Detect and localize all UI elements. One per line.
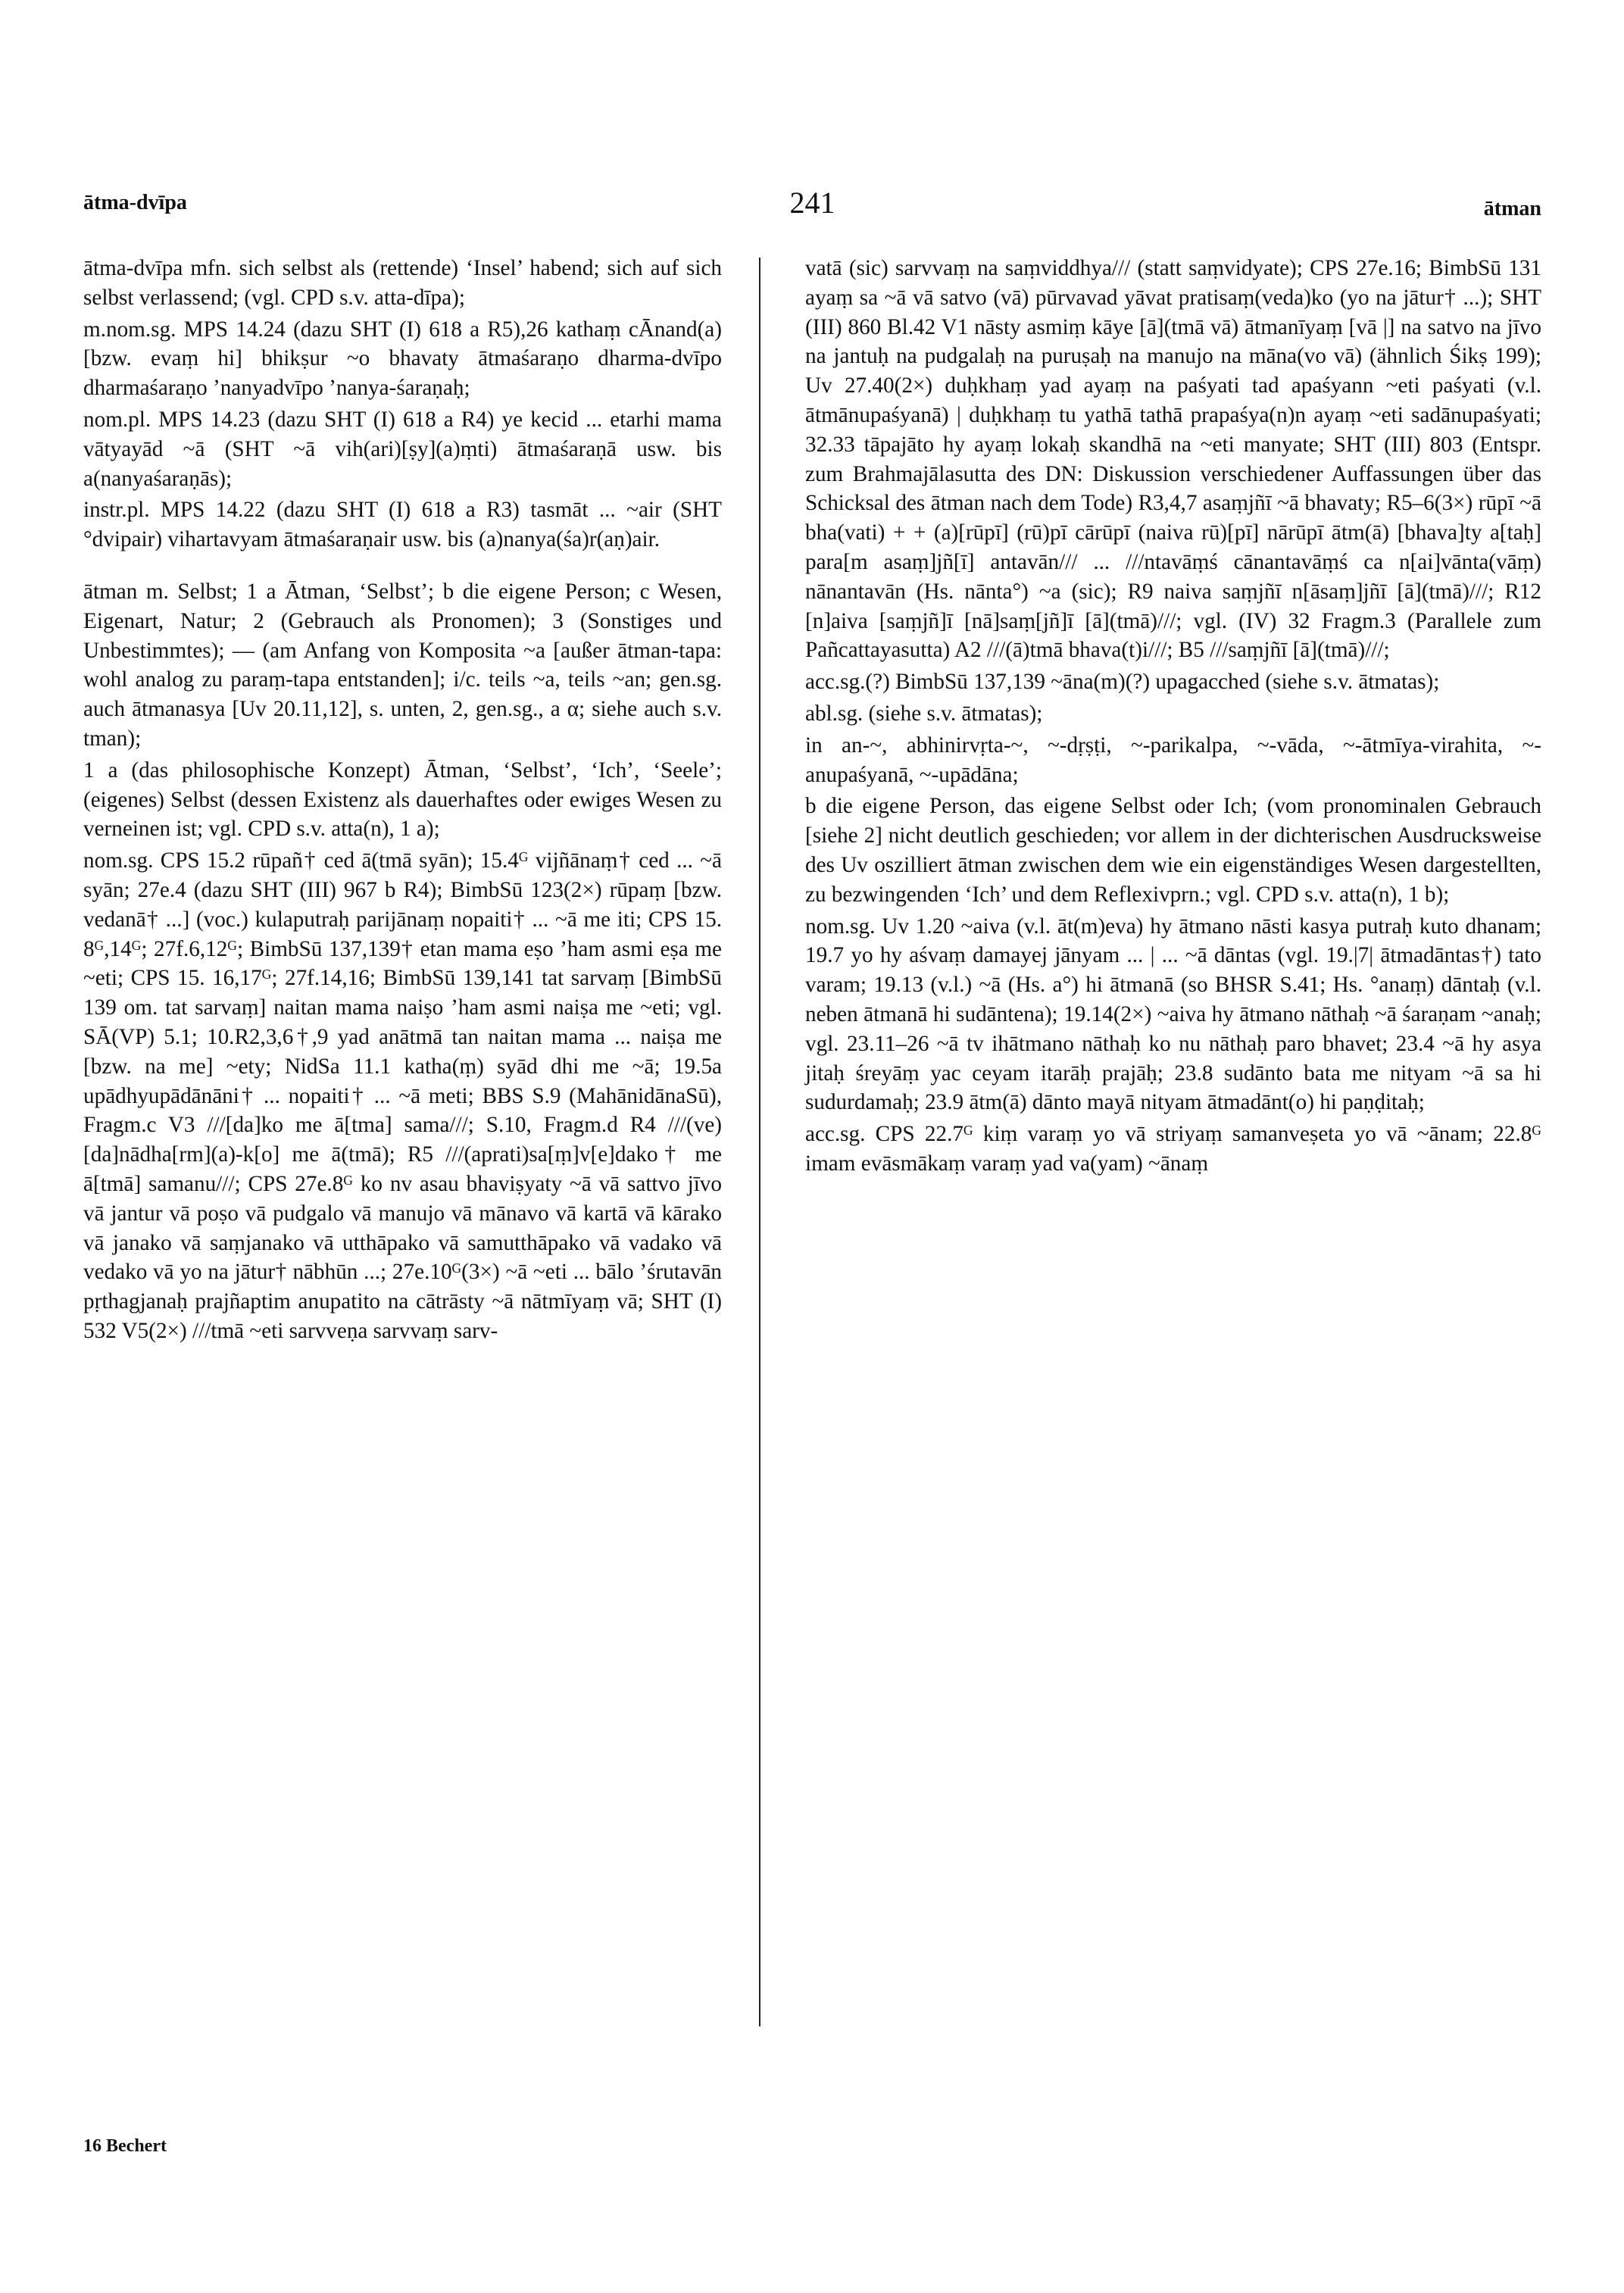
printer-signature: 16 Bechert bbox=[83, 2136, 167, 2156]
entry-atma-dvipa-nom-pl: nom.pl. MPS 14.23 (dazu SHT (I) 618 a R4) ye kecid ... etarhi mama vātyayād ~ā (SHT ~ā vih(ari)[ṣy](a)ṃti) ātmaśaraṇā usw. bis a(nanyaśaraṇās); bbox=[83, 407, 722, 491]
running-head-right: ātman bbox=[1483, 197, 1541, 220]
entry-atman-1b-acc-sg: acc.sg. CPS 22.7ᴳ kiṃ varaṃ yo vā striyaṃ samanveṣeta yo vā ~ānam; 22.8ᴳ imam evāsmākaṃ varaṃ yad va(yam) ~ānaṃ bbox=[805, 1122, 1541, 1176]
entry-atman-sense-1a: 1 a (das philosophische Konzept) Ātman, ‘Selbst’, ‘Ich’, ‘Seele’; (eigenes) Selbst (dessen Existenz als dauerhaftes oder ewiges Wesen zu verneinen ist; vgl. CPD s.v. atta(n), 1 a); bbox=[83, 758, 722, 842]
entry-atman-1b-nom-sg: nom.sg. Uv 1.20 ~aiva (v.l. āt(m)eva) hy ātmano nāsti kasya putraḥ kuto dhanam; 19.7 yo hy aśvaṃ damayej jānyam ... | ... ~ā dāntas (vgl. 19.|7| ātmadāntas†) tato varam; 19.13 (v.l.) ~ā (Hs. a°) hi ātmanā (so BHSR S.41; Hs. °anaṃ) dāntaḥ (v.l. neben ātmanā hi sudāntena); 19.14(2×) ~aiva hy ātmano nāthaḥ ~ā śaraṇam ~anaḥ; vgl. 23.11–26 ~ā tv ihātmano nāthaḥ ko nu nāthaḥ paro bhavet; 23.4 ~ā hy asya jitaḥ śreyāṃ yac ceyam itarāḥ prajāḥ; 23.8 sudānto bata me nityam ~ā sa hi sudurdamaḥ; 23.9 ātm(ā) dānto mayā nityam ātmadānt(o) hi paṇḍitaḥ; bbox=[805, 914, 1541, 1115]
running-head bbox=[83, 186, 1541, 229]
entry-atman-1a-acc-sg: acc.sg.(?) BimbSū 137,139 ~āna(m)(?) upagacched (siehe s.v. ātmatas); bbox=[805, 670, 1440, 695]
running-head-left: ātma-dvīpa bbox=[83, 191, 187, 214]
entry-atman-1a-nom-sg: nom.sg. CPS 15.2 rūpañ† ced ā(tmā syān); 15.4ᴳ vijñānaṃ† ced ... ~ā syān; 27e.4 (dazu SHT (III) 967 b R4); BimbSū 123(2×) rūpaṃ [bzw. vedanā† ...] (voc.) kulaputraḥ parijānaṃ nopaiti† ... ~ā me iti; CPS 15. 8ᴳ,14ᴳ; 27f.6,12ᴳ; BimbSū 137,139† etan mama eṣo ’ham asmi eṣa me ~eti; CPS 15. 16,17ᴳ; 27f.14,16; BimbSū 139,141 tat sarvaṃ [BimbSū 139 om. tat sarvaṃ] naitan mama naiṣo ’ham asmi naiṣa me ~eti; vgl. SĀ(VP) 5.1; 10.R2,3,6†,9 yad anātmā tan naitan mama ... naiṣa me [bzw. na me] ~ety; NidSa 11.1 katha(ṃ) syād dhi me ~ā; 19.5a upādhyupādānāni† ... nopaiti† ... ~ā meti; BBS S.9 (MahānidānaSū), Fragm.c V3 ///[da]ko me ā[tma] sama///; S.10, Fragm.d R4 ///(ve)[da]nādha[rm](a)-k[o] me ā(tmā); R5 ///(aprati)sa[ṃ]v[e]dako† me ā[tmā] samanu///; CPS 27e.8ᴳ ko nv asau bhaviṣyaty ~ā vā sattvo jīvo vā jantur vā poṣo vā pudgalo vā manujo vā mānavo vā kartā vā kārako vā janako vā saṃjanako vā utthāpako vā samutthāpako vā vadako vā vedako vā yo na jātur† nābhūn ...; 27e.10ᴳ(3×) ~ā ~eti ... bālo ’śrutavān pṛthagjanaḥ prajñaptim anupatito na cātrāsty ~ā nātmīyaṃ vā; SHT (I) 532 V5(2×) ///tmā ~eti sarvveṇa sarvvaṃ sarv- bbox=[83, 848, 722, 1343]
page-number: 241 bbox=[789, 186, 835, 220]
left-column bbox=[83, 254, 722, 1348]
entry-atma-dvipa-nom-sg: m.nom.sg. MPS 14.24 (dazu SHT (I) 618 a R5),26 kathaṃ cĀnand(a) [bzw. evaṃ hi] bhikṣur ~o bhavaty ātmaśaraṇo dharma-dvīpo dharmaśaraṇo ’nanyadvīpo ’nanya-śaraṇaḥ; bbox=[83, 317, 722, 401]
column-divider bbox=[759, 258, 760, 2026]
entry-atma-dvipa-instr-pl: instr.pl. MPS 14.22 (dazu SHT (I) 618 a R3) tasmāt ... ~air (SHT °dvipair) vihartavyam ātmaśaraṇair usw. bis (a)nanya(śa)r(aṇ)air. bbox=[83, 498, 722, 552]
entry-atman-1a-continued: vatā (sic) sarvvaṃ na saṃviddhya/// (statt saṃvidyate); CPS 27e.16; BimbSū 131 ayaṃ sa ~ā vā satvo (vā) pūrvavad yāvat pratisaṃ(veda)ko (yo na jātur† ...); SHT (III) 860 Bl.42 V1 nāsty asmiṃ kāye [ā](tmā vā) ātmanīyaṃ [vā |] na satvo na jīvo na jantuḥ na pudgalaḥ na puruṣaḥ na manujo na māna(vo vā) (ähnlich Śikṣ 199); Uv 27.40(2×) duḥkhaṃ yad ayaṃ na paśyati tad apaśyann ~eti paśyati (v.l. ātmānupaśyanā) | duḥkhaṃ tu yathā tathā prapaśya(n)n ayaṃ ~eti sadānupaśyati; 32.33 tāpajāto hy ayaṃ lokaḥ skandhā na ~eti manyate; SHT (III) 803 (Entspr. zum Brahmajālasutta des DN: Diskussion verschiedener Auffassungen über das Schicksal des ātman nach dem Tode) R3,4,7 asaṃjñī ~ā bhavaty; R5–6(3×) rūpī ~ā bha(vati) + + (a)[rūpī] (rū)pī cārūpī (naiva rū)[pī] nārūpī ātm(ā) [bhava]ty a[taḥ] para[m asaṃ]jñ[ī] antavān/// ... ///ntavāṃś cānantavāṃś ca n[ai]vānta(vāṃ) nānantavān (Hs. nānta°) ~a (sic); R9 naiva saṃjñī n[āsaṃ]jñī [ā](tmā)///; R12 [n]aiva [saṃjñ]ī [nā]saṃ[jñ]ī [ā](tmā)///; vgl. (IV) 32 Fragm.3 (Parallele zum Pañcattayasutta) A2 ///(ā)tmā bhava(t)i///; B5 ///saṃjñī [ā](tmā)///; bbox=[805, 256, 1541, 663]
entry-atman-compounds: in an-~, abhinirvṛta-~, ~-dṛṣṭi, ~-parikalpa, ~-vāda, ~-ātmīya-virahita, ~-anupaśyanā, ~-upādāna; bbox=[805, 733, 1541, 787]
entry-atman-1a-abl-sg: abl.sg. (siehe s.v. ātmatas); bbox=[805, 701, 1043, 726]
entry-atman-sense-1b: b die eigene Person, das eigene Selbst oder Ich; (vom pronominalen Gebrauch [siehe 2] nicht deutlich geschieden; vor allem in der dichterischen Ausdrucksweise des Uv oszilliert ātman zwischen dem wie ein eigenständiges Wesen dargestellten, zu bezwingenden ‘Ich’ und dem Reflexivprn.; vgl. CPD s.v. atta(n), 1 b); bbox=[805, 794, 1541, 907]
entry-atman-head: ātman m. Selbst; 1 a Ātman, ‘Selbst’; b die eigene Person; c Wesen, Eigenart, Natur; 2 (Gebrauch als Pronomen); 3 (Sonstiges und Unbestimmtes); — (am Anfang von Komposita ~a [außer ātman-tapa: wohl analog zu paraṃ-tapa entstanden]; i/c. teils ~a, teils ~an; gen.sg. auch ātmanasya [Uv 20.11,12], s. unten, 2, gen.sg., a α; siehe auch s.v. tman); bbox=[83, 579, 722, 751]
entry-atma-dvipa-head: ātma-dvīpa mfn. sich selbst als (rettende) ‘Insel’ habend; sich auf sich selbst verlassend; (vgl. CPD s.v. atta-dīpa); bbox=[83, 256, 722, 310]
right-column bbox=[805, 254, 1541, 1181]
